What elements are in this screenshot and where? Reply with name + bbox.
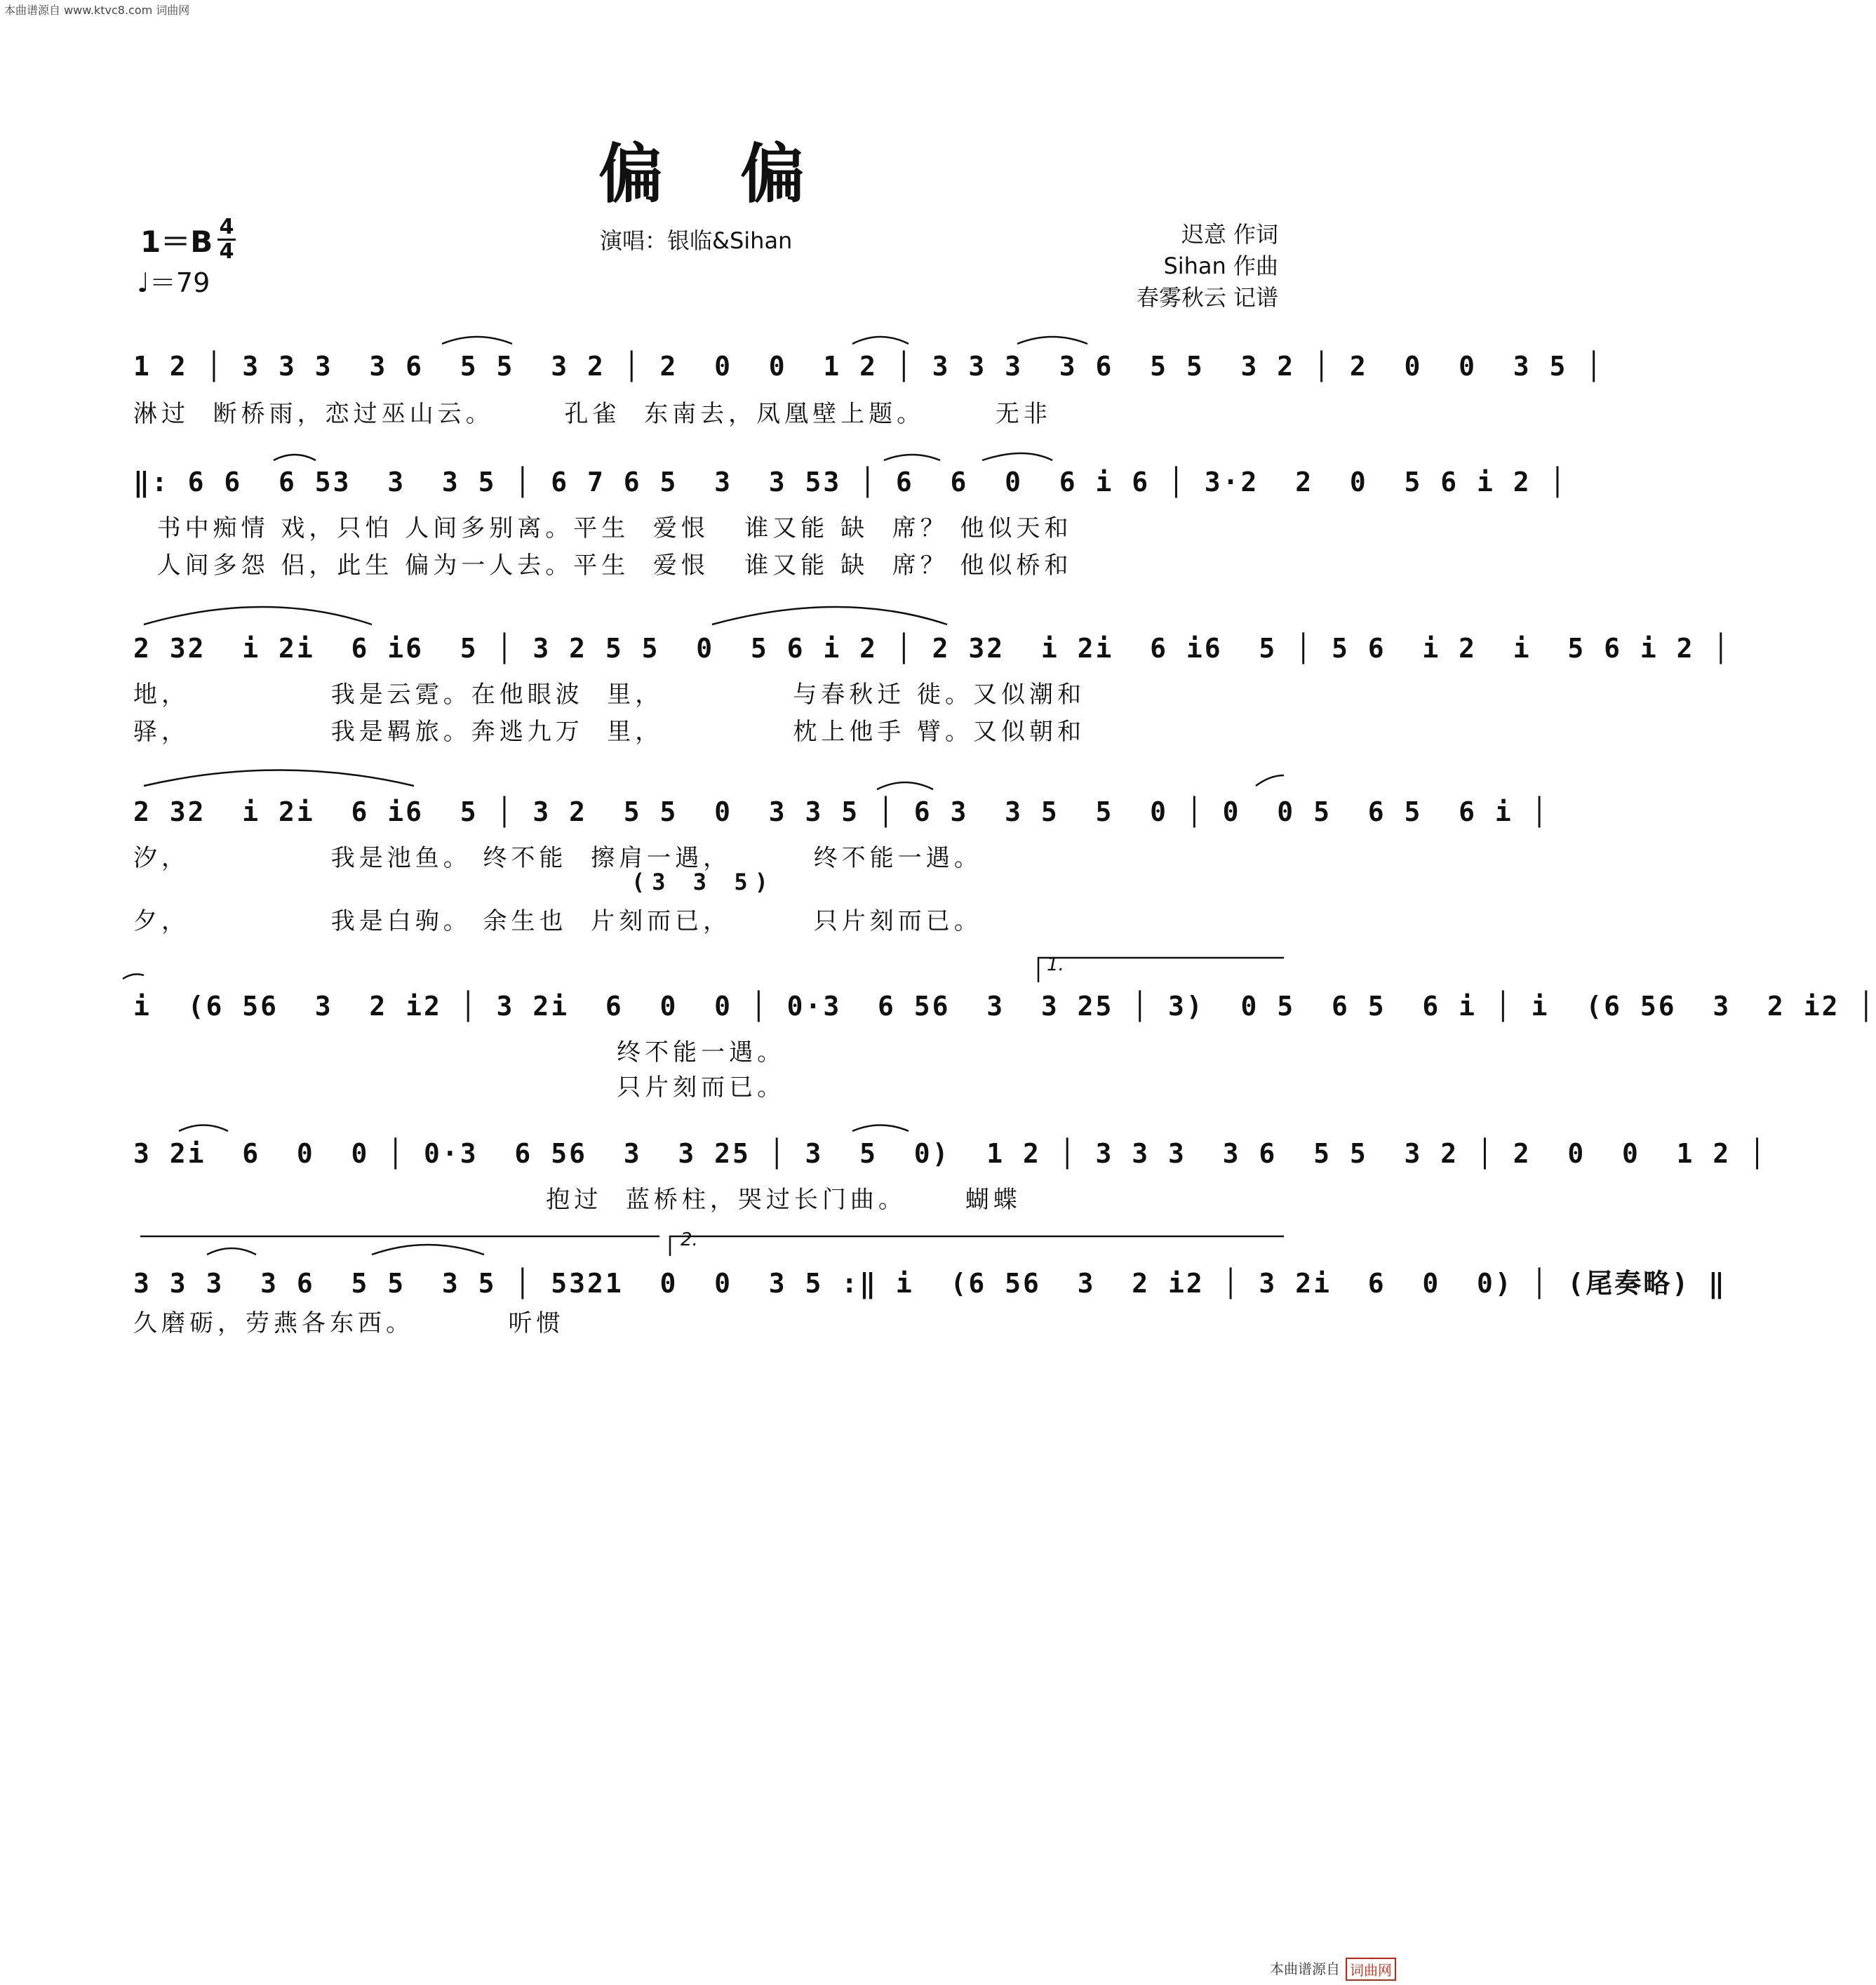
score-system-1-lyrics-verse-1: 淋过 断桥雨，恋过巫山云。 孔雀 东南去，凤凰壁上题。 无非 [133,400,1052,428]
score-system-4-lyrics-verse-1: 汐， 我是池鱼。 终不能 擦肩一遇， 终不能一遇。 [133,844,982,872]
transcriber-credit: 春雾秋云 记谱 [1136,284,1278,311]
slur [179,1125,228,1132]
slur [207,1248,256,1255]
score-system-6-notes: 3 2i 6 0 0 │ 0·3 6 56 3 3 25 │ 3 5 0) 1 2 │ 3 3 3 3 6 5 5 3 2 │ 2 0 0 1 2 │ [133,1138,1768,1169]
page-title: 偏偏 [598,136,882,212]
alternate-notes: (3 3 5) [631,869,775,895]
score-system-2-lyrics-verse-2: 人间多怨 侣，此生 偏为一人去。平生 爱恨 谁又能 缺 席？ 他似桥和 [133,552,1073,580]
score-system-5-lyrics-verse-2: 只片刻而已。 [133,1074,786,1102]
slur [442,337,512,344]
volta-1-label: 1. [1047,954,1064,975]
score-system-3-lyrics-verse-1: 地， 我是云霓。在他眼波 里， 与春秋迁 徙。又似潮和 [133,681,1085,709]
score-system-1-notes: 1 2 │ 3 3 3 3 6 5 5 3 2 │ 2 0 0 1 2 │ 3 3 3 3 6 5 5 3 2 │ 2 0 0 3 5 │ [133,351,1604,382]
score-system-6-lyrics-verse-1: 抱过 蓝桥柱，哭过长门曲。 蝴蝶 [133,1186,1021,1214]
time-signature-bottom: 4 [219,239,234,264]
score-system-3-notes: 2 32 i 2i 6 i6 5 │ 3 2 5 5 0 5 6 i 2 │ 2 32 i 2i 6 i6 5 │ 5 6 i 2 i 5 6 i 2 │ [133,633,1731,664]
slur [884,455,940,460]
score-system-2-lyrics-verse-1: 书中痴情 戏，只怕 人间多别离。平生 爱恨 谁又能 缺 席？ 他似天和 [133,514,1073,542]
slur [144,770,414,787]
slur [123,974,144,979]
slur [372,1245,484,1255]
key-signature: 1＝B [140,225,213,259]
watermark-bottom-logo: 词曲网 [1346,1958,1396,1981]
slur [982,453,1052,460]
score-system-4-lyrics-verse-2: 夕， 我是白驹。 余生也 片刻而已， 只片刻而已。 [133,907,982,935]
watermark-bottom [1270,1958,1396,1981]
score-system-2-notes: ‖: 6 6 6 53 3 3 5 │ 6 7 6 5 3 3 53 │ 6 6 0 6 i 6 │ 3·2 2 0 5 6 i 2 │ [133,467,1568,497]
slur [712,607,947,624]
slur [1017,337,1087,344]
time-signature-top: 4 [219,215,234,239]
slur [274,455,316,460]
score-system-5-lyrics-verse-1: 终不能一遇。 [133,1038,786,1067]
slur [877,782,933,789]
volta-2-label: 2. [681,1229,698,1250]
slur [144,607,372,624]
volta-2-bracket [670,1236,1284,1256]
tempo-marking: ♩＝79 [137,267,210,298]
score-system-7-notes: 3 3 3 3 6 5 5 3 5 │ 5321 0 0 3 5 :‖ i (6 56 3 2 i2 │ 3 2i 6 0 0) │ (尾奏略) ‖ [133,1268,1727,1299]
singer-credit: 演唱：银临&Sihan [600,227,793,254]
slur [1256,775,1284,786]
watermark-bottom-text: 本曲谱源自 [1270,1960,1340,1977]
score-system-5-notes: i (6 56 3 2 i2 │ 3 2i 6 0 0 │ 0·3 6 56 3 3 25 │ 3) 0 5 6 5 6 i │ i (6 56 3 2 i2 │ [133,991,1876,1022]
slur [852,1125,909,1132]
score-system-3-lyrics-verse-2: 驿， 我是羁旅。奔逃九万 里， 枕上他手 臂。又似朝和 [133,718,1085,746]
watermark-top: 本曲谱源自 www.ktvc8.com 词曲网 [4,4,190,17]
lyricist-credit: 迟意 作词 [1181,221,1278,248]
volta-1-bracket [1038,958,1284,982]
slur [852,337,909,344]
score-system-4-notes: 2 32 i 2i 6 i6 5 │ 3 2 5 5 0 3 3 5 │ 6 3 3 5 5 0 │ 0 0 5 6 5 6 i │ [133,796,1550,827]
composer-credit: Sihan 作曲 [1163,253,1278,279]
score-system-7-lyrics-verse-1: 久磨砺，劳燕各东西。 听惯 [133,1309,565,1337]
